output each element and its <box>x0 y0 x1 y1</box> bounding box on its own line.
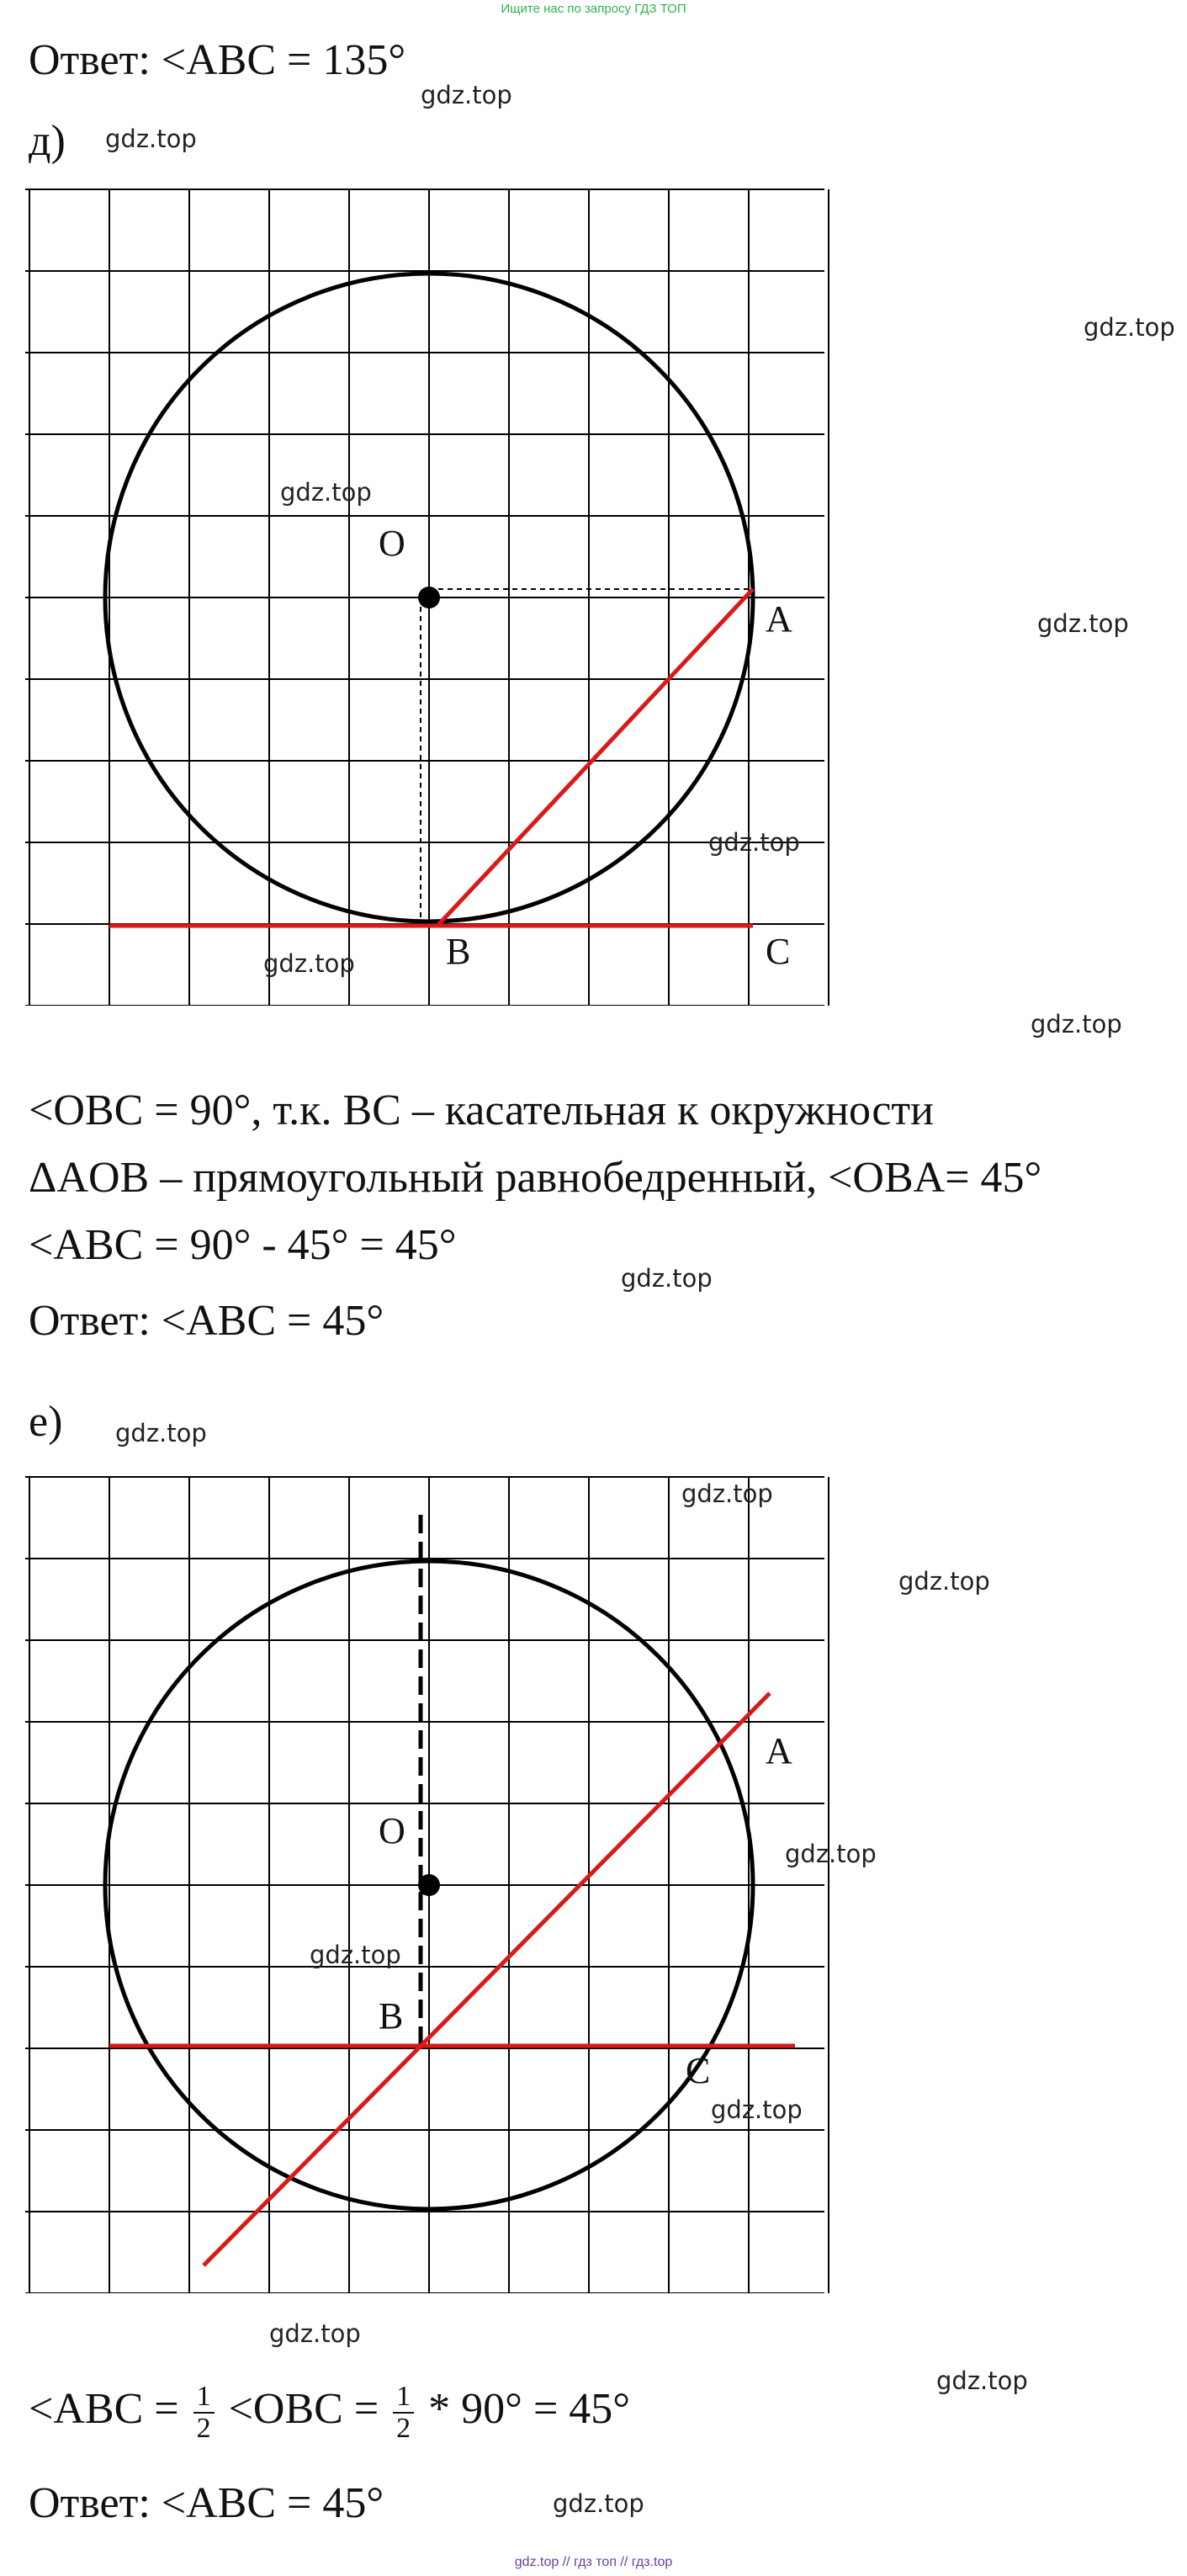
label-o-d: O <box>379 523 405 564</box>
part-d-line1: <OBC = 90°, т.к. BC – касательная к окружности <box>29 1086 934 1134</box>
part-e-label: е) <box>29 1398 63 1446</box>
part-d-label: д) <box>29 117 66 165</box>
center-dot-d <box>418 587 440 608</box>
watermark: gdz.top <box>553 2489 644 2518</box>
label-a-e: A <box>766 1730 792 1771</box>
fraction-2-denominator: 2 <box>396 2413 411 2444</box>
label-b-e: B <box>379 1995 404 2037</box>
watermark: gdz.top <box>310 1941 401 1969</box>
top-banner[interactable]: Ищите нас по запросу ГДЗ ТОП <box>501 2 686 16</box>
watermark: gdz.top <box>1031 1010 1122 1038</box>
figure-e <box>25 1473 833 2293</box>
part-d-line2: ΔAOB – прямоугольный равнобедренный, <OBA= 45° <box>29 1154 1042 1202</box>
watermark: gdz.top <box>263 949 355 978</box>
watermark: gdz.top <box>785 1840 877 1868</box>
fraction-1-numerator: 1 <box>193 2382 215 2414</box>
fraction-2-numerator: 1 <box>393 2382 414 2414</box>
watermark: gdz.top <box>936 2366 1028 2395</box>
formula-lhs: <ABC = <box>29 2384 190 2433</box>
previous-answer: Ответ: <ABC = 135° <box>29 36 406 84</box>
center-dot-e <box>418 1874 440 1896</box>
part-d-answer: Ответ: <ABC = 45° <box>29 1297 384 1345</box>
label-c-d: C <box>766 931 791 972</box>
label-o-e: O <box>379 1810 405 1851</box>
bottom-banner[interactable]: gdz.top // гдз топ // гдз.top <box>514 2555 673 2569</box>
label-b-d: B <box>446 931 471 972</box>
part-d-line3: <ABC = 90° - 45° = 45° <box>29 1221 457 1269</box>
watermark: gdz.top <box>708 828 800 857</box>
fraction-1 <box>193 2382 215 2444</box>
watermark: gdz.top <box>280 478 372 507</box>
line-ab-e <box>204 1693 770 2265</box>
watermark: gdz.top <box>105 125 197 153</box>
watermark: gdz.top <box>115 1419 207 1447</box>
watermark: gdz.top <box>1037 609 1129 638</box>
watermark: gdz.top <box>421 81 512 109</box>
watermark: gdz.top <box>681 1479 773 1508</box>
part-e-formula <box>29 2382 630 2444</box>
watermark: gdz.top <box>269 2319 361 2348</box>
watermark: gdz.top <box>898 1567 990 1596</box>
watermark: gdz.top <box>621 1264 713 1293</box>
label-a-d: A <box>766 598 792 640</box>
watermark: gdz.top <box>1084 313 1175 342</box>
formula-mid: <OBC = <box>217 2384 390 2433</box>
fraction-1-denominator: 2 <box>196 2413 211 2444</box>
watermark: gdz.top <box>711 2095 803 2124</box>
fraction-2 <box>393 2382 414 2444</box>
figure-d <box>25 185 833 1006</box>
label-c-e: C <box>686 2050 711 2091</box>
part-e-answer: Ответ: <ABC = 45° <box>29 2479 384 2527</box>
formula-rhs: * 90° = 45° <box>417 2384 631 2433</box>
